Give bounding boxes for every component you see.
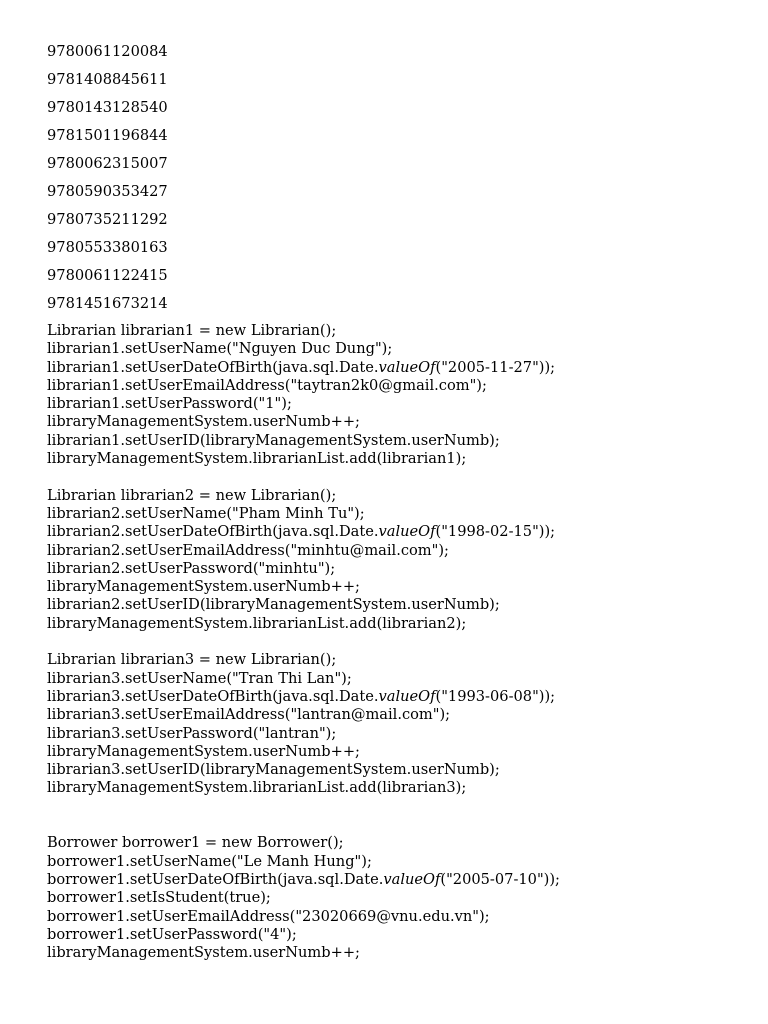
- code-line: [47, 798, 747, 816]
- code-line: [47, 468, 747, 486]
- code-text: librarian1.setUserDateOfBirth(java.sql.Date.: [47, 358, 379, 376]
- code-line: [47, 542, 747, 560]
- isbn-list: [47, 42, 747, 322]
- code-line: [47, 670, 747, 688]
- code-text: borrower1.setUserEmailAddress("23020669@vnu.edu.vn");: [47, 907, 490, 925]
- code-text: librarian2.setUserName("Pham Minh Tu");: [47, 504, 365, 522]
- code-line: [47, 523, 747, 541]
- code-line: [47, 761, 747, 779]
- code-text: librarian2.setUserDateOfBirth(java.sql.Date.: [47, 523, 379, 541]
- code-text: ("2005-11-27"));: [435, 358, 556, 376]
- code-line: [47, 395, 747, 413]
- isbn-line: 9781408845611: [47, 71, 168, 88]
- code-line: [47, 926, 747, 944]
- isbn-line: 9781451673214: [47, 295, 168, 312]
- code-text: librarian3.setUserPassword("lantran");: [47, 724, 337, 742]
- code-line: [47, 651, 747, 669]
- isbn-line: 9780062315007: [47, 155, 168, 172]
- code-text: Borrower borrower1 = new Borrower();: [47, 834, 344, 852]
- isbn-line: 9780061120084: [47, 43, 168, 60]
- code-line: [47, 413, 747, 431]
- code-line: [47, 834, 747, 852]
- code-text: libraryManagementSystem.librarianList.add(librarian2);: [47, 614, 467, 632]
- code-text: libraryManagementSystem.librarianList.add(librarian3);: [47, 779, 467, 797]
- code-method-italic: valueOf: [378, 687, 436, 705]
- isbn-line: 9780143128540: [47, 99, 168, 116]
- code-text: borrower1.setUserDateOfBirth(java.sql.Date.: [47, 870, 384, 888]
- code-line: [47, 450, 747, 468]
- code-line: [47, 578, 747, 596]
- code-line: [47, 688, 747, 706]
- document-page: [47, 0, 747, 962]
- code-text: librarian3.setUserID(libraryManagementSystem.userNumb);: [47, 761, 500, 779]
- code-text: librarian2.setUserID(libraryManagementSystem.userNumb);: [47, 596, 500, 614]
- code-text: Librarian librarian1 = new Librarian();: [47, 322, 337, 339]
- code-text: ("2005-07-10"));: [440, 870, 560, 888]
- code-method-italic: valueOf: [378, 358, 436, 376]
- code-method-italic: valueOf: [383, 870, 441, 888]
- code-text: librarian2.setUserPassword("minhtu");: [47, 559, 336, 577]
- code-line: [47, 560, 747, 578]
- code-text: borrower1.setUserName("Le Manh Hung");: [47, 852, 372, 870]
- code-line: [47, 944, 747, 962]
- isbn-line: 9780735211292: [47, 211, 168, 228]
- code-line: [47, 340, 747, 358]
- code-text: libraryManagementSystem.userNumb++;: [47, 578, 360, 596]
- code-text: borrower1.setIsStudent(true);: [47, 889, 271, 907]
- code-text: librarian1.setUserName("Nguyen Duc Dung");: [47, 340, 393, 358]
- code-text: librarian3.setUserEmailAddress("lantran@mail.com");: [47, 706, 451, 724]
- code-text: librarian1.setUserEmailAddress("taytran2k0@gmail.com");: [47, 376, 487, 394]
- code-text: Librarian librarian2 = new Librarian();: [47, 486, 337, 504]
- code-line: [47, 725, 747, 743]
- code-line: [47, 908, 747, 926]
- code-text: librarian1.setUserID(libraryManagementSystem.userNumb);: [47, 431, 500, 449]
- isbn-line: 9780553380163: [47, 239, 168, 256]
- code-text: librarian2.setUserEmailAddress("minhtu@mail.com");: [47, 541, 449, 559]
- code-line: [47, 505, 747, 523]
- code-line: [47, 359, 747, 377]
- code-line: [47, 487, 747, 505]
- code-line: [47, 816, 747, 834]
- code-text: Librarian librarian3 = new Librarian();: [47, 651, 337, 669]
- code-method-italic: valueOf: [378, 523, 436, 541]
- code-line: [47, 779, 747, 797]
- code-line: [47, 432, 747, 450]
- code-text: librarian3.setUserName("Tran Thi Lan");: [47, 669, 352, 687]
- code-text: libraryManagementSystem.librarianList.add(librarian1);: [47, 450, 467, 468]
- code-line: [47, 889, 747, 907]
- code-line: [47, 871, 747, 889]
- code-text: ("1993-06-08"));: [435, 687, 556, 705]
- code-line: [47, 633, 747, 651]
- code-text: libraryManagementSystem.userNumb++;: [47, 742, 360, 760]
- code-line: [47, 743, 747, 761]
- code-line: [47, 596, 747, 614]
- isbn-line: 9780061122415: [47, 267, 168, 284]
- isbn-line: 9781501196844: [47, 127, 168, 144]
- code-block: [47, 322, 747, 962]
- code-text: libraryManagementSystem.userNumb++;: [47, 413, 360, 431]
- code-line: [47, 706, 747, 724]
- code-line: [47, 615, 747, 633]
- code-text: librarian3.setUserDateOfBirth(java.sql.Date.: [47, 687, 379, 705]
- code-line: [47, 377, 747, 395]
- code-text: borrower1.setUserPassword("4");: [47, 925, 297, 943]
- code-text: librarian1.setUserPassword("1");: [47, 395, 292, 413]
- code-line: [47, 853, 747, 871]
- code-text: libraryManagementSystem.userNumb++;: [47, 944, 360, 962]
- code-text: ("1998-02-15"));: [435, 523, 556, 541]
- code-line: [47, 322, 747, 340]
- isbn-line: 9780590353427: [47, 183, 168, 200]
